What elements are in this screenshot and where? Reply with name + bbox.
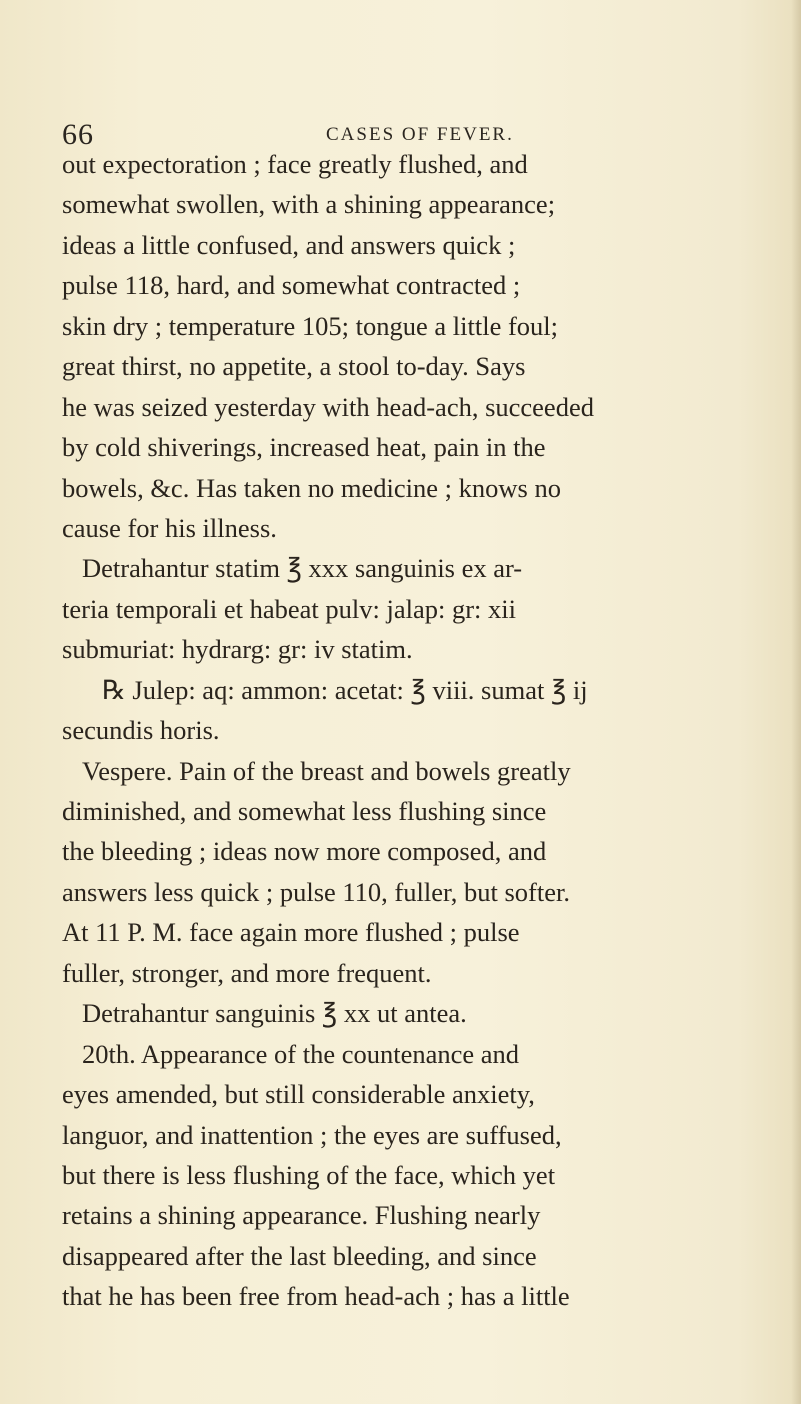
text-line: that he has been free from head-ach ; has a little xyxy=(62,1281,570,1312)
text-line: ideas a little confused, and answers quick ; xyxy=(62,229,516,260)
text-line: retains a shining appearance. Flushing nearly xyxy=(62,1200,541,1231)
text-line: bowels, &c. Has taken no medicine ; knows no xyxy=(62,472,561,503)
text-line: pulse 118, hard, and somewhat contracted ; xyxy=(62,270,521,301)
running-head: CASES OF FEVER. xyxy=(326,124,514,145)
text-line: diminished, and somewhat less flushing since xyxy=(62,796,547,826)
text-line: cause for his illness. xyxy=(62,512,277,543)
text-line: out expectoration ; face greatly flushed, and xyxy=(62,149,528,179)
text-line: the bleeding ; ideas now more composed, and xyxy=(62,836,547,867)
text-line: somewhat swollen, with a shining appearance; xyxy=(62,189,556,220)
text-line: Vespere. Pain of the breast and bowels greatly xyxy=(82,755,571,786)
body-text xyxy=(62,144,744,1317)
prescription-line: Detrahantur statim ℥ xxx sanguinis ex ar- xyxy=(82,553,523,584)
text-line: teria temporali et habeat pulv: jalap: gr: xii xyxy=(62,593,517,624)
text-line: secundis horis. xyxy=(62,715,220,746)
prescription-line: ℞ Julep: aq: ammon: acetat: ℥ viii. sumat ℥ ij xyxy=(102,674,588,705)
text-line: At 11 P. M. face again more flushed ; pulse xyxy=(62,917,520,948)
text-line: fuller, stronger, and more frequent. xyxy=(62,957,432,988)
text-line: eyes amended, but still considerable anxiety, xyxy=(62,1079,535,1110)
text-line: disappeared after the last bleeding, and since xyxy=(62,1240,537,1271)
page-edge-shadow xyxy=(791,0,801,1404)
text-line: answers less quick ; pulse 110, fuller, but softer. xyxy=(62,876,570,907)
text-line: 20th. Appearance of the countenance and xyxy=(82,1038,520,1069)
text-line: languor, and inattention ; the eyes are suffused, xyxy=(62,1119,562,1150)
text-line: skin dry ; temperature 105; tongue a little foul; xyxy=(62,310,559,341)
text-line: great thirst, no appetite, a stool to-day. Says xyxy=(62,351,526,382)
text-line: submuriat: hydrarg: gr: iv statim. xyxy=(62,634,413,665)
prescription-line: Detrahantur sanguinis ℥ xx ut antea. xyxy=(82,998,467,1029)
text-line: but there is less flushing of the face, which yet xyxy=(62,1159,556,1190)
text-line: he was seized yesterday with head-ach, succeeded xyxy=(62,391,594,422)
text-line: by cold shiverings, increased heat, pain in the xyxy=(62,432,546,463)
page-number: 66 xyxy=(62,118,94,151)
